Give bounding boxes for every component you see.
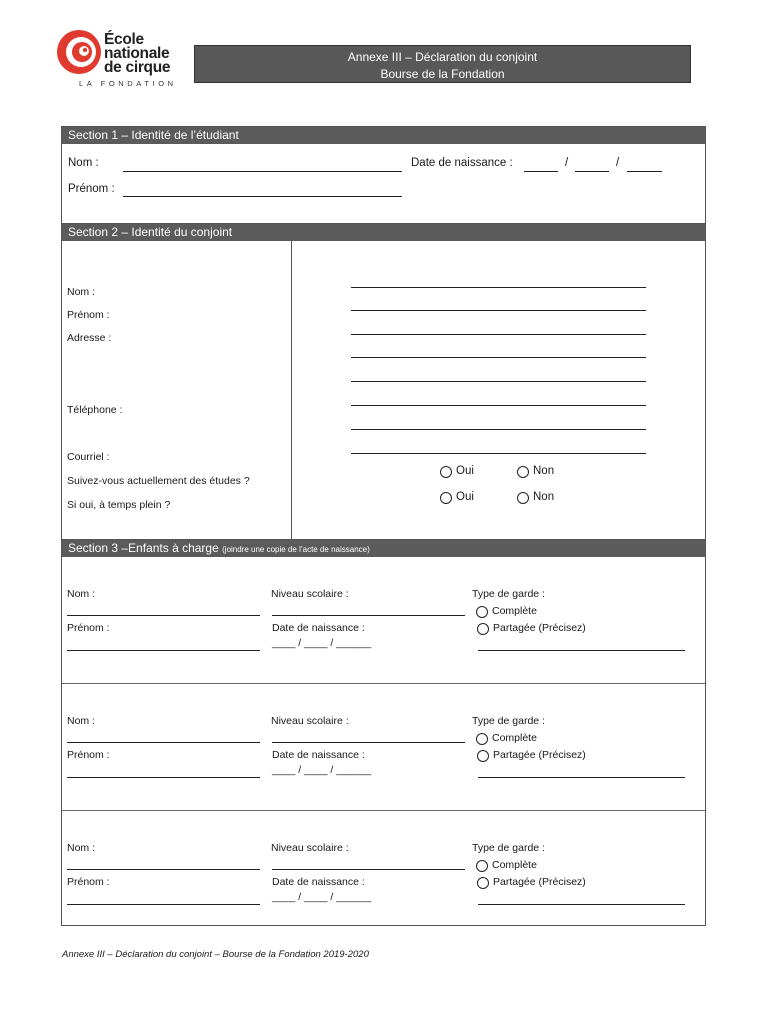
child-date-label: Date de naissance :	[272, 876, 365, 888]
temps-plein-oui-label: Oui	[456, 491, 474, 503]
child-prenom-field[interactable]	[67, 650, 260, 651]
child-date-field[interactable]: ____ / ____ / ______	[272, 764, 372, 776]
spouse-telephone-field[interactable]	[351, 405, 646, 406]
spouse-adresse-field[interactable]	[351, 381, 646, 382]
garde-complete-label: Complète	[492, 605, 537, 617]
etudes-question: Suivez-vous actuellement des études ?	[67, 475, 250, 487]
child-block-2	[62, 684, 705, 810]
student-birth-label: Date de naissance :	[411, 157, 513, 169]
child-nom-field[interactable]	[67, 869, 260, 870]
child-prenom-label: Prénom :	[67, 749, 110, 761]
section-3-header	[62, 540, 705, 557]
etudes-non-radio[interactable]	[517, 466, 529, 478]
child-nom-label: Nom :	[67, 588, 96, 600]
page-footer: Annexe III – Déclaration du conjoint – Bourse de la Fondation 2019-2020	[62, 949, 369, 960]
child-prenom-field[interactable]	[67, 777, 260, 778]
garde-partagee-radio[interactable]	[477, 623, 489, 635]
garde-precisez-field[interactable]	[478, 650, 685, 651]
child-prenom-label: Prénom :	[67, 876, 110, 888]
child-garde-label: Type de garde :	[472, 842, 545, 854]
logo-line-2: nationale	[104, 45, 170, 62]
spouse-nom-field[interactable]	[351, 287, 646, 288]
temps-plein-oui-radio[interactable]	[440, 492, 452, 504]
logo-subtitle: LA FONDATION	[79, 79, 177, 88]
spouse-adresse-label: Adresse :	[67, 332, 112, 344]
spouse-courriel-field[interactable]	[351, 453, 646, 454]
child-nom-field[interactable]	[67, 742, 260, 743]
section-3-note: (joindre une copie de l’acte de naissance)	[222, 545, 370, 554]
temps-plein-non-label: Non	[533, 491, 555, 503]
garde-partagee-label: Partagée (Précisez)	[493, 876, 586, 888]
section-2	[61, 223, 706, 540]
garde-partagee-label: Partagée (Précisez)	[493, 749, 586, 761]
section-3	[61, 539, 706, 926]
ecole-cirque-logo	[55, 28, 195, 90]
spouse-telephone-label: Téléphone :	[67, 404, 123, 416]
student-birth-month-field[interactable]	[575, 171, 609, 172]
garde-partagee-label: Partagée (Précisez)	[493, 622, 586, 634]
garde-complete-radio[interactable]	[476, 733, 488, 745]
child-niveau-label: Niveau scolaire :	[271, 842, 349, 854]
garde-partagee-radio[interactable]	[477, 877, 489, 889]
child-niveau-field[interactable]	[272, 742, 465, 743]
student-prenom-label: Prénom :	[68, 183, 115, 195]
garde-complete-label: Complète	[492, 859, 537, 871]
child-nom-field[interactable]	[67, 615, 260, 616]
spouse-adresse-field[interactable]	[351, 357, 646, 358]
student-nom-field[interactable]	[123, 171, 402, 172]
logo-line-3: de cirque	[104, 59, 171, 76]
child-niveau-label: Niveau scolaire :	[271, 588, 349, 600]
garde-partagee-radio[interactable]	[477, 750, 489, 762]
spouse-nom-label: Nom :	[67, 286, 96, 298]
child-prenom-field[interactable]	[67, 904, 260, 905]
spouse-adresse-field[interactable]	[351, 334, 646, 335]
child-niveau-field[interactable]	[272, 615, 465, 616]
student-birth-day-field[interactable]	[524, 171, 558, 172]
temps-plein-non-radio[interactable]	[517, 492, 529, 504]
child-niveau-field[interactable]	[272, 869, 465, 870]
child-nom-label: Nom :	[67, 842, 96, 854]
section-1	[61, 126, 706, 224]
student-prenom-field[interactable]	[123, 196, 402, 197]
child-garde-label: Type de garde :	[472, 588, 545, 600]
child-date-label: Date de naissance :	[272, 749, 365, 761]
swirl-logo-icon	[55, 28, 105, 78]
garde-complete-radio[interactable]	[476, 606, 488, 618]
etudes-oui-label: Oui	[456, 465, 474, 477]
child-nom-label: Nom :	[67, 715, 96, 727]
section-1-title: Section 1 – Identité de l’étudiant	[62, 127, 705, 144]
section-3-title: Section 3 –Enfants à charge	[68, 541, 219, 555]
spouse-courriel-label: Courriel :	[67, 451, 110, 463]
child-garde-label: Type de garde :	[472, 715, 545, 727]
child-block-1	[62, 557, 705, 683]
child-date-field[interactable]: ____ / ____ / ______	[272, 637, 372, 649]
garde-precisez-field[interactable]	[478, 777, 685, 778]
child-prenom-label: Prénom :	[67, 622, 110, 634]
document-title: Annexe III – Déclaration du conjoint	[347, 50, 538, 64]
etudes-oui-radio[interactable]	[440, 466, 452, 478]
logo-line-1: École	[104, 31, 144, 48]
document-header	[194, 45, 691, 83]
birth-separator: /	[616, 157, 620, 169]
garde-complete-radio[interactable]	[476, 860, 488, 872]
child-block-3	[62, 811, 705, 925]
temps-plein-question: Si oui, à temps plein ?	[67, 499, 171, 511]
child-date-field[interactable]: ____ / ____ / ______	[272, 891, 372, 903]
student-birth-year-field[interactable]	[627, 171, 662, 172]
garde-precisez-field[interactable]	[478, 904, 685, 905]
child-niveau-label: Niveau scolaire :	[271, 715, 349, 727]
column-divider	[291, 241, 292, 539]
child-date-label: Date de naissance :	[272, 622, 365, 634]
spouse-prenom-label: Prénom :	[67, 309, 110, 321]
section-2-title: Section 2 – Identité du conjoint	[62, 224, 705, 241]
garde-complete-label: Complète	[492, 732, 537, 744]
spouse-prenom-field[interactable]	[351, 310, 646, 311]
birth-separator: /	[565, 157, 569, 169]
spouse-courriel-field[interactable]	[351, 429, 646, 430]
student-nom-label: Nom :	[68, 157, 99, 169]
etudes-non-label: Non	[533, 465, 555, 477]
document-subtitle: Bourse de la Fondation	[380, 67, 505, 81]
